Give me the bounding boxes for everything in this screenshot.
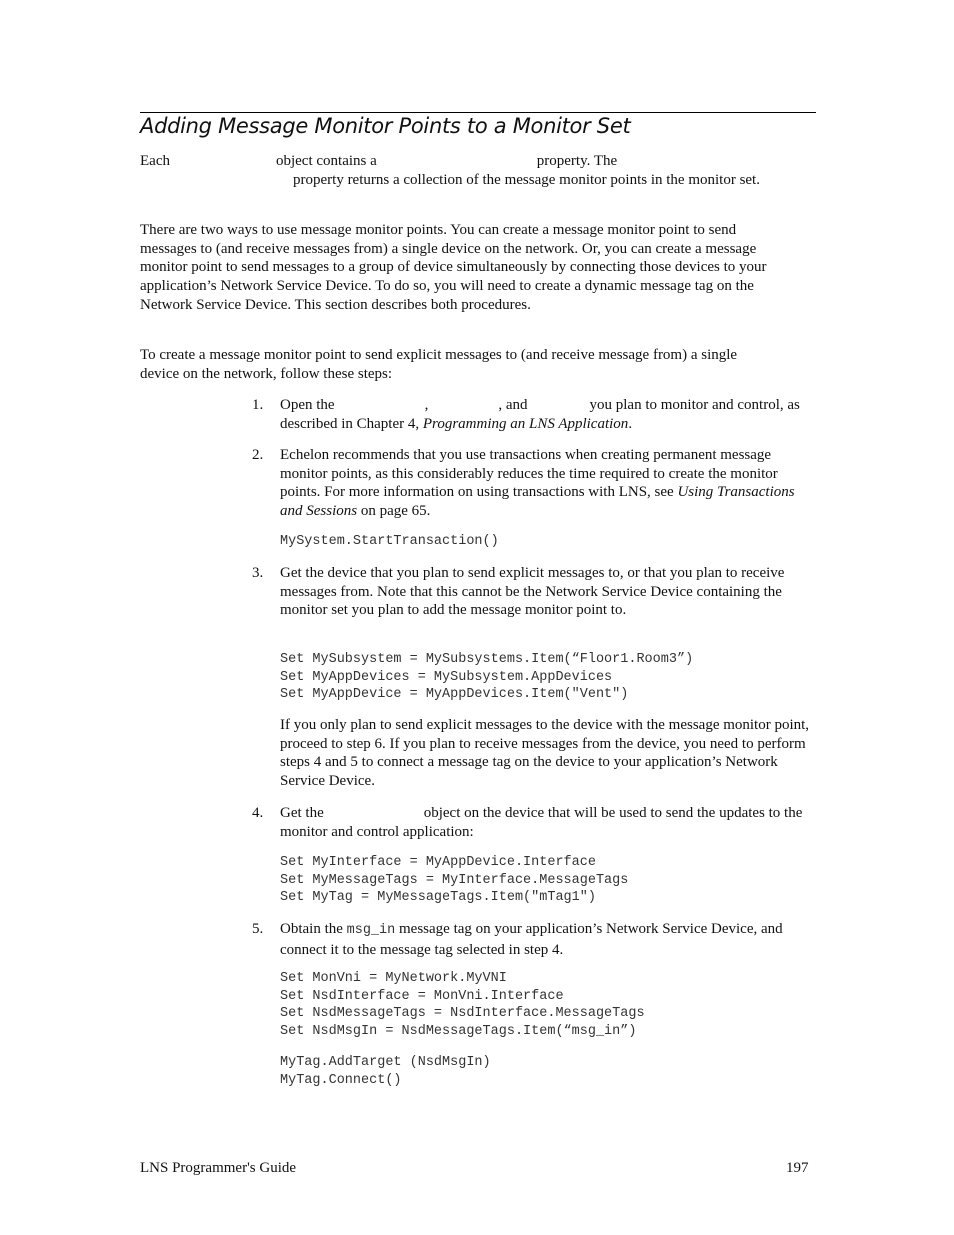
code-obtain-msg-in: Set MonVni = MyNetwork.MyVNI Set NsdInterface = MonVni.Interface Set NsdMessageTags = NsdInterface.MessageTags Set NsdMsgIn = NsdMessageTags.Item(“msg_in”): [280, 971, 645, 1039]
inline-code-msg-in: msg_in: [346, 923, 396, 938]
step-4-text: Get the object on the device that will be used to send the updates to the monitor and control application:: [280, 805, 803, 840]
step-3-followup: If you only plan to send explicit messages to the device with the message monitor point, proceed to step 6. If you plan to receive messages from the device, you need to perform steps 4 and 5 to connect a message tag on the device to your application’s Network Service Device.: [280, 717, 810, 790]
intro-text-a: Each: [140, 153, 170, 169]
intro-text-b: object contains a: [275, 153, 377, 169]
step-number: 2.: [252, 447, 264, 463]
code-start-transaction: MySystem.StartTransaction(): [280, 534, 499, 549]
intro-paragraph-1: [140, 152, 780, 189]
code-connect-tag: MyTag.AddTarget (NsdMsgIn) MyTag.Connect(): [280, 1055, 491, 1088]
footer-guide-title: LNS Programmer's Guide: [140, 1160, 297, 1176]
code-get-interface: Set MyInterface = MyAppDevice.Interface Set MyMessageTags = MyInterface.MessageTags Set MyTag = MyMessageTags.Item("mTag1"): [280, 855, 629, 906]
step-4: [252, 804, 817, 841]
step-3-text: Get the device that you plan to send explicit messages to, or that you plan to receive messages from. Note that this cannot be the Network Service Device containing the monitor set you plan to add the message monitor point to.: [280, 565, 785, 619]
step-number: 1.: [252, 397, 264, 413]
code-get-device: Set MySubsystem = MySubsystems.Item(“Floor1.Room3”) Set MyAppDevices = MySubsystem.AppDevices Set MyAppDevice = MyAppDevices.Item("Vent"): [280, 652, 694, 703]
step-3: [252, 564, 817, 620]
step-5-text: Obtain the msg_in message tag on your application’s Network Service Device, and connect it to the message tag selected in step 4.: [280, 921, 783, 958]
step-2: [252, 446, 817, 521]
step-2-text: Echelon recommends that you use transactions when creating permanent message monitor points, as this considerably reduces the time required to create the monitor points. For more information on using transactions with LNS, see Using Transactions and Sessions on page 65.: [280, 447, 795, 520]
intro-text-c: property. The: [536, 153, 618, 169]
step-number: 5.: [252, 921, 264, 937]
intro-text-d: property returns a collection of the message monitor points in the monitor set.: [293, 171, 760, 188]
section-rule: [140, 112, 816, 113]
section-title: Adding Message Monitor Points to a Monitor Set: [140, 114, 631, 138]
step-5: [252, 920, 817, 959]
step-number: 3.: [252, 565, 264, 581]
step-number: 4.: [252, 805, 264, 821]
intro-paragraph-3: To create a message monitor point to send explicit messages to (and receive message from) a single device on the network, follow these steps:: [140, 347, 738, 382]
step-1: [252, 396, 817, 433]
step-1-text: Open the , , and you plan to monitor and control, as described in Chapter 4, Programming an LNS Application.: [280, 397, 800, 432]
footer-page-number: 197: [786, 1160, 809, 1176]
intro-paragraph-2: There are two ways to use message monitor points. You can create a message monitor point to send messages to (and receive messages from) a single device on the network. Or, you can create a message monitor point to send messages to a group of device simultaneously by connecting those devices to your application’s Network Service Device. To do so, you will need to create a dynamic message tag on the Network Service Device. This section describes both procedures.: [140, 222, 767, 313]
